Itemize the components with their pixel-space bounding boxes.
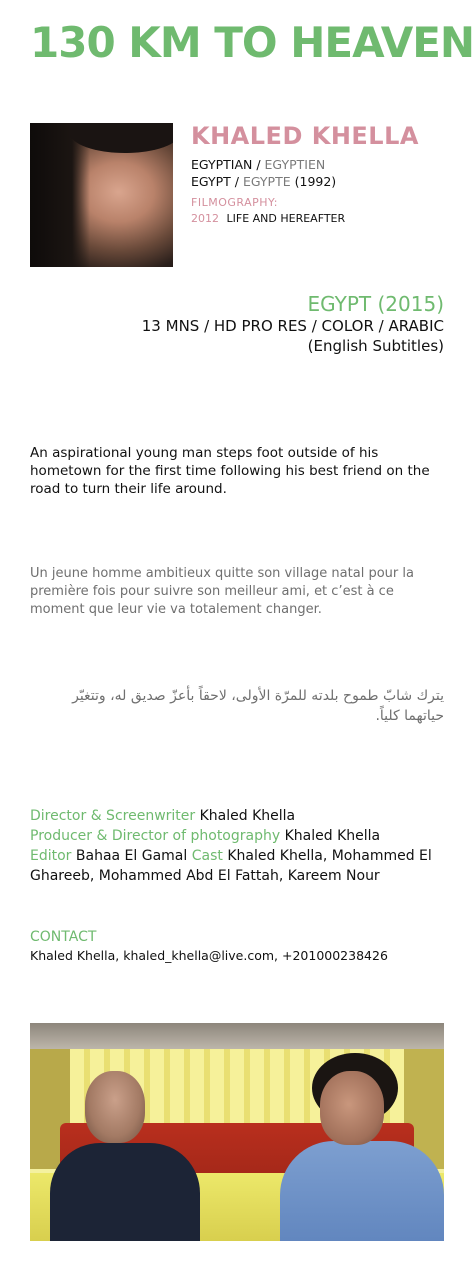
- contact-label: CONTACT: [30, 929, 97, 945]
- credit-name: Khaled Khella, Mohammed El Ghareeb, Mohammed Abd El Fattah, Kareem Nour: [30, 848, 432, 884]
- filmography-item: [191, 212, 345, 225]
- credits-block: [30, 806, 448, 886]
- director-portrait-photo: [30, 123, 173, 267]
- country-year: EGYPT (2015): [307, 292, 444, 316]
- film-title: 130 KM TO HEAVEN: [30, 18, 475, 67]
- nationality-en: EGYPTIAN: [191, 157, 253, 172]
- nationality-fr: EGYPTIEN: [264, 157, 326, 172]
- still-person-right-head: [320, 1071, 384, 1145]
- country-en: EGYPT: [191, 174, 231, 189]
- still-person-right: [280, 1141, 444, 1241]
- technical-details: 13 MNS / HD PRO RES / COLOR / ARABIC: [141, 317, 444, 335]
- role-label: Director & Screenwriter: [30, 808, 196, 824]
- synopsis-french: Un jeune homme ambitieux quitte son village natal pour la première fois pour suivre son meilleur ami, et c’est à ce moment que leur vie va totalement changer.: [30, 566, 414, 617]
- film-still-photo: [30, 1023, 444, 1241]
- director-bio: [191, 156, 336, 190]
- still-person-left-head: [85, 1071, 145, 1143]
- film-specs: [142, 292, 444, 356]
- credit-name: Khaled Khella: [284, 828, 381, 844]
- director-name: KHALED KHELLA: [191, 122, 419, 150]
- filmography-label: FILMOGRAPHY:: [191, 196, 278, 209]
- country-fr: EGYPTE: [242, 174, 291, 189]
- filmography-title: LIFE AND HEREAFTER: [226, 212, 346, 225]
- birth-year: (1992): [294, 174, 337, 189]
- role-label: Producer & Director of photography: [30, 828, 281, 844]
- synopsis-arabic: يترك شابّ طموح بلدته للمرّة الأولى، لاحقاً بأعزّ صديق له، وتتغيّر حياتهما كلياً.: [72, 688, 444, 724]
- subtitles-note: (English Subtitles): [307, 337, 444, 355]
- synopsis-english: An aspirational young man steps foot outside of his hometown for the first time following his best friend on the road to turn their life around.: [30, 445, 430, 497]
- still-person-left: [50, 1143, 200, 1241]
- country-row: [191, 173, 336, 190]
- still-roof: [30, 1023, 444, 1049]
- contact-details: Khaled Khella, khaled_khella@live.com, +201000238426: [30, 948, 388, 963]
- role-label: Editor: [30, 848, 72, 864]
- separator: /: [234, 174, 243, 189]
- nationality-row: [191, 156, 336, 173]
- credit-editor-cast: [30, 846, 448, 886]
- filmography-year: 2012: [191, 212, 219, 225]
- credit-name: Bahaa El Gamal: [75, 848, 188, 864]
- credit-name: Khaled Khella: [199, 808, 296, 824]
- credit-director: [30, 806, 448, 826]
- credit-producer: [30, 826, 448, 846]
- separator: /: [256, 157, 265, 172]
- role-label: Cast: [191, 848, 223, 864]
